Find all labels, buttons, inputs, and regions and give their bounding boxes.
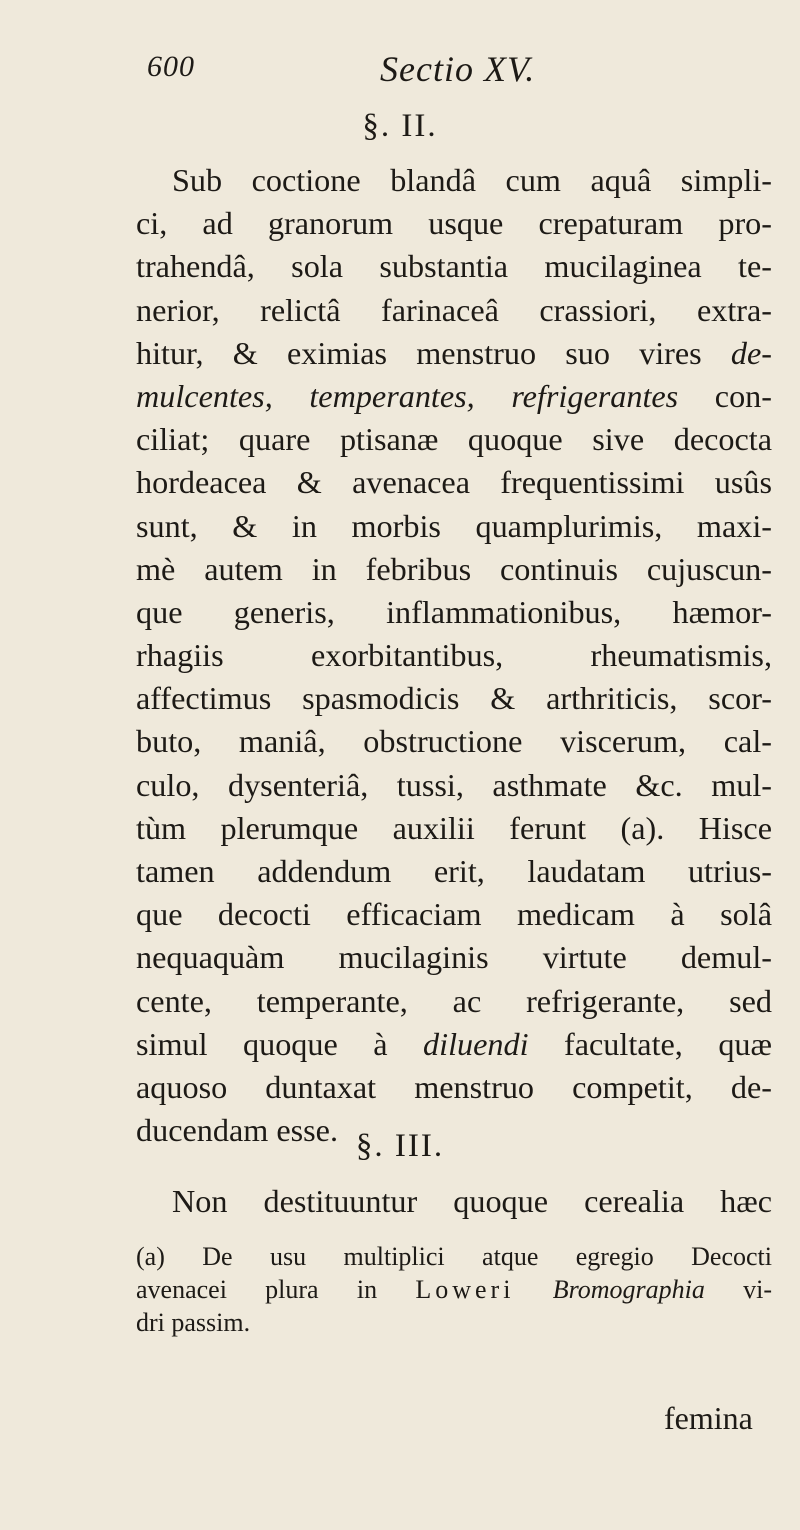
text-segment: simul quoque à bbox=[136, 1025, 424, 1062]
text-line: nequaquàm mucilaginis virtute demul- bbox=[136, 939, 772, 976]
text-line: aquoso duntaxat menstruo competit, de- bbox=[136, 1068, 772, 1105]
section-2-text bbox=[136, 159, 772, 1152]
text-segment: vi- bbox=[704, 1275, 772, 1304]
running-head: Sectio XV. bbox=[380, 49, 536, 89]
text-line: cente, temperante, ac refrigerante, sed bbox=[136, 982, 772, 1019]
text-line bbox=[136, 332, 772, 375]
text-line: ci, ad granorum usque crepaturam pro- bbox=[136, 205, 772, 242]
text-line: buto, maniâ, obstructione viscerum, cal- bbox=[136, 723, 772, 760]
text-line: Non destituuntur quoque cerealia hæc bbox=[172, 1183, 772, 1219]
text-line: hordeacea & avenacea frequentissimi usûs bbox=[136, 464, 772, 501]
text-line: que decocti efficaciam medicam à solâ bbox=[136, 896, 772, 933]
footnote bbox=[136, 1240, 772, 1339]
text-line bbox=[136, 1023, 772, 1066]
text-line: Sub coctione blandâ cum aquâ simpli- bbox=[172, 162, 772, 198]
page-number: 600 bbox=[147, 50, 195, 83]
footnote-line: (a) De usu multiplici atque egregio Decocti bbox=[136, 1242, 772, 1271]
text-line: ciliat; quare ptisanæ quoque sive decocta bbox=[136, 421, 772, 458]
section-heading-3: §. III. bbox=[355, 1128, 445, 1164]
italic-text: de- bbox=[730, 334, 772, 371]
text-line: nerior, relictâ farinaceâ crassiori, extra- bbox=[136, 291, 772, 328]
text-segment bbox=[514, 1275, 552, 1304]
text-segment: facultate, quæ bbox=[528, 1025, 772, 1062]
text-line: culo, dysenteriâ, tussi, asthmate &c. mul- bbox=[136, 766, 772, 803]
section-3-text bbox=[136, 1180, 772, 1223]
footnote-line bbox=[136, 1273, 772, 1306]
italic-text: mulcentes, temperantes, refrigerantes bbox=[136, 377, 679, 414]
text-line bbox=[136, 375, 772, 418]
catchword: femina bbox=[664, 1400, 753, 1436]
section-heading-2: §. II. bbox=[362, 108, 438, 144]
text-segment: hitur, & eximias menstruo suo vires bbox=[136, 334, 731, 371]
text-line: affectimus spasmodicis & arthriticis, scor- bbox=[136, 680, 772, 717]
text-line: trahendâ, sola substantia mucilaginea te- bbox=[136, 248, 772, 285]
italic-text: Bromographia bbox=[552, 1275, 705, 1304]
page-header bbox=[0, 48, 800, 98]
text-segment: avenacei plura in bbox=[136, 1275, 416, 1304]
text-line: tùm plerumque auxilii ferunt (a). Hisce bbox=[136, 809, 772, 846]
text-line: rhagiis exorbitantibus, rheumatismis, bbox=[136, 637, 772, 674]
text-segment: con- bbox=[678, 377, 772, 414]
footnote-line: dri passim. bbox=[136, 1308, 251, 1337]
text-line: tamen addendum erit, laudatam utrius- bbox=[136, 853, 772, 889]
text-line: sunt, & in morbis quamplurimis, maxi- bbox=[136, 507, 772, 544]
author-name: Loweri bbox=[415, 1275, 515, 1304]
text-line: ducendam esse. bbox=[136, 1112, 338, 1149]
text-line: mè autem in febribus continuis cujuscun- bbox=[136, 550, 772, 587]
text-line: que generis, inflammationibus, hæmor- bbox=[136, 593, 772, 630]
italic-text: diluendi bbox=[423, 1025, 529, 1062]
